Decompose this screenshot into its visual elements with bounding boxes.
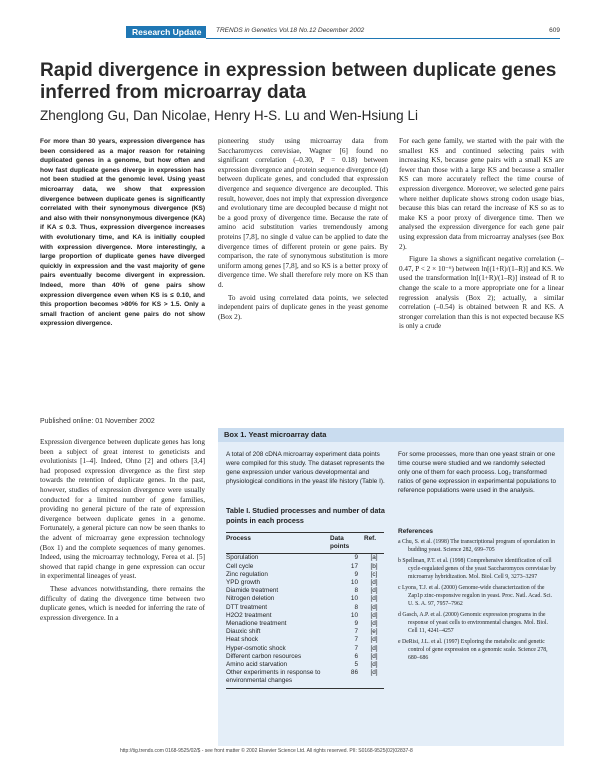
data-points-cell: 6 bbox=[354, 652, 358, 660]
data-points-cell: 9 bbox=[354, 554, 358, 562]
ref-cell: [d] bbox=[364, 669, 384, 688]
process-cell: YPD growth bbox=[226, 579, 261, 587]
process-cell: Different carbon resources bbox=[226, 652, 302, 660]
ref-cell: [c] bbox=[370, 570, 378, 578]
process-table bbox=[226, 532, 384, 689]
body-column-3 bbox=[399, 137, 564, 335]
ref-cell: [d] bbox=[370, 611, 378, 619]
page-header bbox=[0, 26, 600, 38]
process-cell: Other experiments in response to environmental changes bbox=[226, 669, 330, 688]
process-cell: DTT treatment bbox=[226, 603, 268, 611]
process-cell: Hyper-osmotic shock bbox=[226, 644, 286, 652]
ref-cell: [d] bbox=[370, 603, 378, 611]
table-row bbox=[226, 661, 384, 669]
data-points-cell: 10 bbox=[350, 595, 358, 603]
ref-cell: [a] bbox=[370, 554, 378, 562]
col-header-ref: Ref. bbox=[364, 533, 384, 554]
table-title: Table I. Studied processes and number of data points in each process bbox=[226, 506, 385, 525]
ref-cell: [d] bbox=[370, 579, 378, 587]
ref-cell: [d] bbox=[370, 620, 378, 628]
box-text-left: A total of 208 cDNA microarray experiment data points were compiled for this study. The dataset represents the gene expression under various developmental and physiological conditions in the yeast life history (Table I). bbox=[226, 451, 385, 485]
data-points-cell: 9 bbox=[354, 620, 358, 628]
paragraph: pioneering study using microarray data from Saccharomyces cerevisiae, Wagner [6] found no significant correlation (–0.30, P = 0.18) between expression divergence and protein sequence divergence (d) between duplicate genes, and concluded that expression divergence and sequence divergence are decoupled. This result, however, does not imply that expression divergence and evolutionary time are decoupled because d might not be a good proxy of divergence time. Because the rate of amino acid substitution varies tremendously among proteins [7,8], no single d value can be applied to date the divergence times of different protein or gene pairs. By comparison, the rate of synonymous substitution is more uniform among genes [7,8], and so KS is a better proxy of divergence time. We shall therefore rely more on KS than d. bbox=[218, 137, 388, 289]
table-row bbox=[226, 595, 384, 603]
ref-cell: [d] bbox=[370, 652, 378, 660]
article-title: Rapid divergence in expression between duplicate genes inferred from microarray data bbox=[40, 60, 557, 103]
paragraph: These advances notwithstanding, there remains the difficulty of dating the divergence time between two duplicate genes, which is needed for inferring the rate of expression divergence. In a bbox=[40, 584, 205, 622]
table-row bbox=[226, 628, 384, 636]
process-cell: Sporulation bbox=[226, 554, 259, 562]
table-row bbox=[226, 653, 384, 661]
paragraph: Figure 1a shows a significant negative correlation (–0.47, P < 2 × 10⁻⁶) between ln[(1+R)/(1–R)] and KS. We used the transformation ln[(1+R)/(1–R)] instead of R to change the scale to a more appropriate one for a linear regression analysis (Box 2); actually, a similar correlation (–0.54) is obtained between R and KS. A stronger correlation than this is not expected because KS is only a crude bbox=[399, 255, 564, 331]
paragraph: To avoid using correlated data points, we selected independent pairs of duplicate genes in the yeast genome (Box 2). bbox=[218, 293, 388, 321]
ref-cell: [d] bbox=[370, 636, 378, 644]
process-cell: Diauxic shift bbox=[226, 628, 261, 636]
process-cell: Cell cycle bbox=[226, 562, 254, 570]
data-points-cell: 7 bbox=[354, 636, 358, 644]
references-heading: References bbox=[398, 528, 434, 535]
table-row bbox=[226, 620, 384, 628]
ref-cell: [d] bbox=[370, 595, 378, 603]
data-points-cell: 10 bbox=[350, 611, 358, 619]
header-rule bbox=[206, 38, 560, 39]
data-points-cell: 8 bbox=[354, 603, 358, 611]
col-header-process: Process bbox=[226, 533, 330, 554]
paragraph: Expression divergence between duplicate genes has long been a subject of great interest to geneticists and evolutionists [1–4]. Indeed, Ohno [2] and others [3,4] had proposed expression divergence as the first step towards the retention of duplicate genes. In the past, however, studies of expression divergence were usually conducted for a limited number of gene families, providing no general picture of the rate of expression divergence between duplicate genes in a genome. Fortunately, a general picture can now be seen thanks to the advent of microarray gene expression technology (Box 1) and the complete sequences of many genomes. Indeed, using the microarray technology, Ferea et al. [5] showed that rapid change in gene expression can occur in experimental lineages of yeast. bbox=[40, 438, 205, 581]
references-list bbox=[398, 538, 558, 665]
data-points-cell: 10 bbox=[350, 579, 358, 587]
ref-cell: [d] bbox=[370, 587, 378, 595]
reference-item: d Gasch, A.P. et al. (2000) Genomic expression programs in the response of yeast cells to environmental changes. Mol. Biol. Cell 11, 4241–4257 bbox=[398, 612, 548, 634]
table-row bbox=[226, 571, 384, 579]
body-column-1 bbox=[40, 438, 205, 626]
process-cell: Diamide treatment bbox=[226, 587, 279, 595]
table-row bbox=[226, 563, 384, 571]
data-points-cell: 7 bbox=[354, 628, 358, 636]
data-points-cell: 7 bbox=[354, 644, 358, 652]
table-row bbox=[226, 587, 384, 595]
ref-cell: [e] bbox=[370, 628, 378, 636]
reference-item: e DeRisi, J.L. et al. (1997) Exploring the metabolic and genetic control of gene expression on a genomic scale. Science 278, 680–686 bbox=[398, 639, 548, 661]
table-row bbox=[226, 579, 384, 587]
ref-cell: [d] bbox=[370, 661, 378, 669]
ref-cell: [b] bbox=[370, 562, 378, 570]
data-points-cell: 8 bbox=[354, 587, 358, 595]
body-column-2 bbox=[218, 137, 388, 325]
ref-cell: [d] bbox=[370, 644, 378, 652]
col-header-data-points: Data points bbox=[330, 533, 364, 554]
abstract: For more than 30 years, expression divergence has been considered as a major reason for retaining duplicated genes in a genome, but how often and how fast duplicate genes diverge in expression has not been studied at the genomic level. Using yeast microarray data, we show that expression divergence between duplicate genes is significantly correlated with their synonymous divergence (KS) and also with their nonsynonymous divergence (KA) if KA ≤ 0.3. Thus, expression divergence increases with evolutionary time, and KA is initially coupled with expression divergence. More interestingly, a large proportion of duplicate genes have diverged quickly in expression and the vast majority of gene pairs eventually become divergent in expression. Indeed, more than 40% of gene pairs show expression divergence even when KS is ≤ 0.10, and this proportion becomes >80% for KS > 1.5. Only a small fraction of ancient gene pairs do not show expression divergence. bbox=[40, 138, 205, 328]
reference-item: b Spellman, P.T. et al. (1998) Comprehensive identification of cell cycle-regulated genes of the yeast Saccharomyces cerevisiae by microarray hybridization. Mol. Biol. Cell 9, 3273–3297 bbox=[398, 558, 556, 580]
process-cell: Nitrogen deletion bbox=[226, 595, 275, 603]
journal-line: TRENDS in Genetics Vol.18 No.12 December 2002 bbox=[216, 27, 365, 34]
section-badge: Research Update bbox=[126, 26, 206, 38]
data-points-cell: 5 bbox=[354, 661, 358, 669]
box-1 bbox=[218, 428, 564, 746]
table-row bbox=[226, 554, 384, 563]
reference-item: a Chu, S. et al. (1998) The transcriptional program of sporulation in budding yeast. Science 282, 699–705 bbox=[398, 539, 556, 553]
reference-item: c Lyons, T.J. et al. (2000) Genome-wide characterization of the Zap1p zinc-responsive regulon in yeast. Proc. Natl. Acad. Sci. U. S. A. 97, 7957–7962 bbox=[398, 585, 553, 607]
table-row bbox=[226, 612, 384, 620]
box-title: Box 1. Yeast microarray data bbox=[218, 428, 564, 442]
published-date: Published online: 01 November 2002 bbox=[40, 418, 155, 425]
page-footer: http://tig.trends.com 0168-9525/02/$ - see front matter © 2002 Elsevier Science Ltd. All rights reserved. PII: S0168-9525(02)02837-8 bbox=[120, 748, 413, 754]
process-cell: Amino acid starvation bbox=[226, 661, 288, 669]
box-text-right: For some processes, more than one yeast strain or one time course were studied and we randomly selected only one of them for each process. Log₂ transformed ratios of gene expression in experimental populations to reference populations were used in the analysis. bbox=[398, 451, 557, 494]
table-row bbox=[226, 669, 384, 688]
process-cell: H2O2 treatment bbox=[226, 611, 272, 619]
data-points-cell: 9 bbox=[354, 570, 358, 578]
process-cell: Heat shock bbox=[226, 636, 258, 644]
page-number: 609 bbox=[549, 27, 560, 34]
paragraph: For each gene family, we started with the pair with the smallest KS and continued selecting pairs with increasing KS, because gene pairs with a small KS are fewer than those with a large KS and because a smaller KS can more accurately reflect the time course of expression divergence. Moreover, we selected gene pairs where neither duplicate shows strong codon usage bias, because this bias can retard the increase of KS so as to make KS a poor proxy of divergence time. Then we analysed the expression divergence for each gene pair using expression data from microarray analyses (see Box 2). bbox=[399, 137, 564, 251]
table-row bbox=[226, 604, 384, 612]
table-row bbox=[226, 645, 384, 653]
data-points-cell: 86 bbox=[330, 669, 364, 688]
table-row bbox=[226, 636, 384, 644]
process-cell: Menadione treatment bbox=[226, 620, 287, 628]
data-points-cell: 17 bbox=[350, 562, 358, 570]
process-cell: Zinc regulation bbox=[226, 570, 268, 578]
authors: Zhenglong Gu, Dan Nicolae, Henry H-S. Lu and Wen-Hsiung Li bbox=[40, 108, 418, 123]
